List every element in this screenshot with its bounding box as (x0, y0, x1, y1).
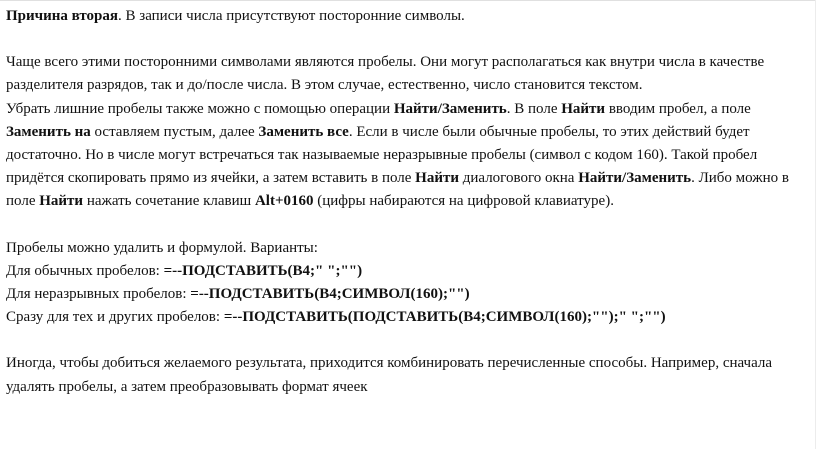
paragraph-reason-two: Причина вторая. В записи числа присутствуют посторонние символы. (6, 8, 465, 24)
formula-both-spaces: Сразу для тех и других пробелов: =--ПОДСТАВИТЬ(ПОДСТАВИТЬ(B4;СИМВОЛ(160);"");" ";"") (6, 309, 666, 326)
paragraph-gap (6, 214, 806, 237)
paragraph-combine-methods: Иногда, чтобы добиться желаемого результата, приходится комбинировать перечисленные способы. Например, сначала удалять пробелы, а затем преобразовывать формат ячеек (6, 355, 773, 395)
reason-heading: Причина вторая (6, 8, 119, 24)
top-border (0, 0, 816, 1)
formula-regular-spaces: Для обычных пробелов: =--ПОДСТАВИТЬ(B4;" ";"") (6, 262, 363, 279)
paragraph-gap (6, 329, 806, 352)
paragraph-find-replace: Убрать лишние пробелы также можно с помощью операции Найти/Заменить. В поле Найти вводим пробел, а поле Заменить на оставляем пустым, далее Заменить все. Если в числе были обычные пробелы, то этих действий будет достаточно. Но в числе могут встречаться так называемые неразрывные пробелы (символ с кодом 160). Такой пробел придётся скопировать прямо из ячейки, а затем вставить в поле Найти диалогового окна Найти/Заменить. Либо можно в поле Найти нажать сочетание клавиш Alt+0160 (цифры набираются на цифровой клавиатуре). (6, 100, 790, 210)
formula-nonbreaking-spaces: Для неразрывных пробелов: =--ПОДСТАВИТЬ(B4;СИМВОЛ(160);"") (6, 286, 470, 303)
paragraph-formula-intro: Пробелы можно удалить и формулой. Варианты: (6, 239, 318, 256)
paragraph-spaces-intro: Чаще всего этими посторонними символами являются пробелы. Они могут располагаться как внутри числа в качестве разделителя разрядов, так и до/после числа. В этом случае, естественно, число становится текстом. (6, 54, 765, 94)
document-text (6, 5, 806, 399)
paragraph-gap (6, 28, 806, 51)
